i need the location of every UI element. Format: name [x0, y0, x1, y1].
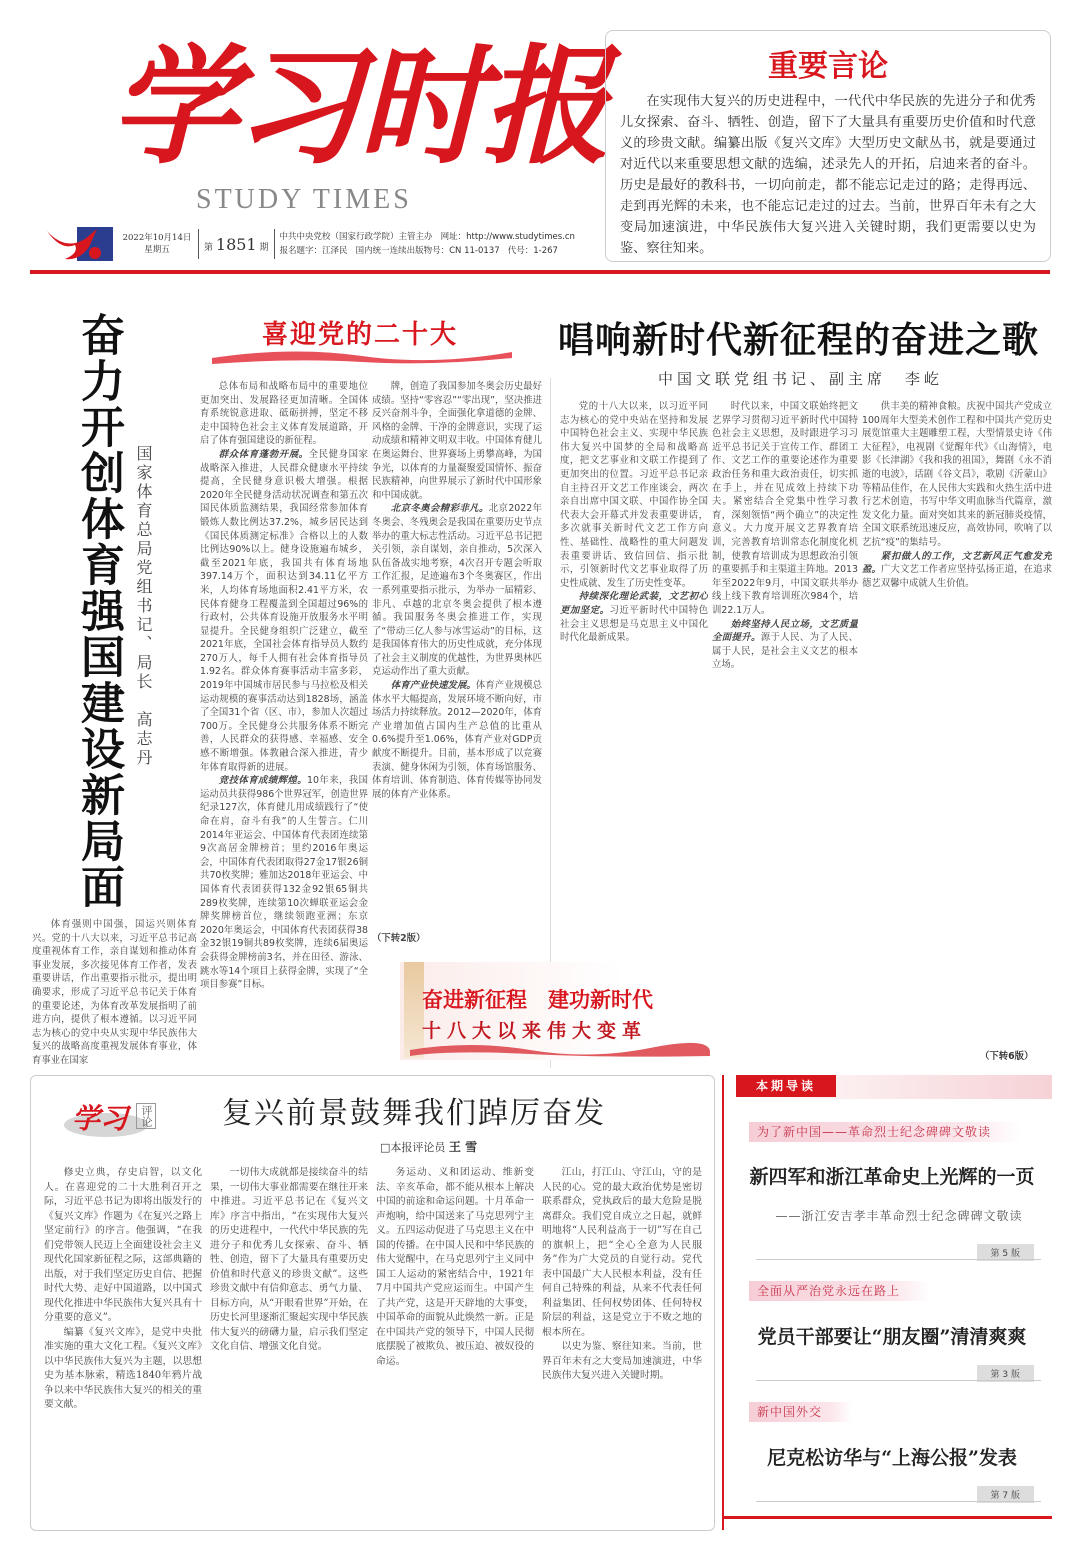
paragraph: 修史立典，存史启智，以文化人。在喜迎党的二十大胜利召开之际，习近平总书记为即将出版发行的《复兴文库》作题为《在复兴之路上坚定前行》的序言。他强调，“在我们党带领人民迈上全面建设社会主义现代化国家新征程之际，这部典籍的出版，对于我们坚定历史自信、把握时代大势、走好中国道路，以中国式现代化推进中华民族伟大复兴具有十分重要的意义”。 [44, 1167, 202, 1323]
editorial-column-3 [376, 1166, 534, 1521]
masthead-logo: 学习时报 [110, 32, 607, 182]
article2-column-2 [712, 400, 858, 1065]
paragraph-text: 总体布局和战略布局中的重要地位更加突出、发展路径更加清晰。全国体育系统锐意进取、砥砺拼搏，坚定不移走中国特色社会主义体育发展道路，开启了体育强国建设的新征程。 [200, 381, 368, 447]
paragraph-lead: 群众体育蓬勃开展。 [218, 448, 309, 460]
editorial-byline: □本报评论员 王 雪 [380, 1140, 478, 1154]
guide-bottom-rule [722, 1516, 1052, 1519]
paragraph: 编纂《复兴文库》，是党中央批准实施的重大文化工程。《复兴文库》以中华民族伟大复兴为主题，以思想史为基本脉索，精选1840年鸦片战争以来中华民族伟大复兴的相关的重要文献。 [44, 1326, 202, 1410]
paragraph-text: 供丰美的精神食粮。庆祝中国共产党成立100周年大型美术创作工程和中国共产党历史展览馆重大主题雕塑工程，大型情景史诗《伟大征程》，电视剧《觉醒年代》《山海情》，电影《长津湖》《我和我的祖国》，舞剧《永不消逝的电波》，话剧《谷文昌》，歌剧《沂蒙山》等精品佳作，在人民伟大实践和火热生活中进行艺术创造，书写中华文明血脉当代篇章，激发文化力量。面对突如其来的新冠肺炎疫情，全国文联系统迅速反应，高效协同，吹响了以艺抗“疫”的集结号。 [862, 401, 1052, 548]
reform-banner-line2: 十八大以来伟大变革 [422, 1020, 648, 1042]
reform-banner-line1: 奋进新征程 建功新时代 [422, 988, 653, 1012]
paragraph-text: 时代以来，中国文联始终把文艺界学习贯彻习近平新时代中国特色社会主义思想，及时跟进学习习近平总书记关于宣传工作、群团工作、文艺工作的重要论述作为重要政治任务和重大政治责任，切实抓在手上，并在见成效上持续下功夫。紧密结合全党集中性学习教育，深刻领悟“两个确立”的决定性意义。大力度开展文艺界教育培训，完善教育培训常态化制度化机制，使教育培训成为思想政治引领的重要抓手和主渠道主阵地。2013年至2022年9月，中国文联共举办线上线下教育培训班次984个，培训22.1万人。 [712, 401, 858, 616]
guide-headline[interactable]: 尼克松访华与“上海公报”发表 [767, 1447, 1017, 1469]
article1-headline[interactable]: 奋力开创体育强国建设新局面 [73, 312, 124, 910]
paragraph-lead: 北京冬奥会精彩非凡。 [390, 503, 489, 515]
editorial-column-2 [210, 1166, 368, 1521]
paragraph [862, 550, 1052, 591]
paragraph [372, 679, 542, 801]
ribbon-icon [410, 1040, 710, 1058]
paragraph-text: 全民健身国家战略深入推进，人民群众健康水平持续提高，全民健身意识极大增强。根据2020年全民健身活动状况调查和第五次国民体质监测结果，我国经常参加体育锻炼人数比例达37.2%，城乡居民达到《国民体质测定标准》合格以上的人数比例达90%以上。健身设施遍布城乡，截至2021年底，我国共有体育场地397.14万个，面积达到34.11亿平方米，人均体育场地面积2.41平方米，农民体育健身工程覆盖到全国超过96%的行政村，公共体育设施开放服务水平明显提升。全民健身组织广泛建立，截至2021年底，全国社会体育指导员人数约270万人，每千人拥有社会体育指导员1.92名。群众体育赛事活动丰富多彩，2019年中国城市居民参与马拉松及相关运动规模的赛事活动达到1828场，涵盖了全国31个省（区、市），参加人次超过700万。全民健身公共服务体系不断完善，人民群众的获得感、幸福感、安全感不断增强。体教融合深入推进，青少年体育取得新的进展。 [200, 448, 368, 773]
paragraph-lead: 紧扣做人的工作，文艺新风正气愈发充盈。 [862, 550, 1052, 576]
important-remarks-box [605, 30, 1051, 262]
reform-banner [400, 962, 720, 1060]
guide-headline[interactable]: 新四军和浙江革命史上光辉的一页 [749, 1166, 1035, 1188]
article1-intro: 体育强则中国强，国运兴则体育兴。党的十八大以来，习近平总书记高度重视体育工作，亲自谋划和推动体育事业发展，多次接见体育工作者，发表重要讲话，作出重要指示批示，提出明确要求，形成了习近平总书记关于体育的重要论述，为体育改革发展指明了前进方向，提供了根本遵循。以习近平同志为核心的党中央从实现中华民族伟大复兴的战略高度重视发展体育事业，体育事业在国家 [32, 919, 197, 1066]
guide-kicker: 为了新中国——革命烈士纪念碑碑文敬读 [749, 1122, 1021, 1142]
guide-page-ref[interactable]: 第 7 版 [977, 1486, 1034, 1503]
guide-page-ref[interactable]: 第 5 版 [977, 1244, 1034, 1261]
paragraph-lead: 竞技体育成绩辉煌。 [218, 775, 308, 787]
paragraph [560, 590, 708, 644]
issue-weekday: 星期五 [144, 245, 170, 255]
paragraph-text: 牌，创造了我国参加冬奥会历史最好成绩。坚持“零容忍”“零出现”，坚决推进反兴奋剂斗争，全面强化拿道德的金牌、风格的金牌、干净的金牌意识，实现了运动成绩和精神文明双丰收。中国体育健儿在奥运舞台、世界赛场上勇攀高峰，为国争光，以体育的力量凝聚爱国情怀、振奋民族精神，向世界展示了新时代中国形象和中国成就。 [372, 381, 542, 501]
paragraph-text: 广大文艺工作者应坚持弘扬正道，在追求德艺双馨中成就人生价值。 [862, 564, 1052, 589]
masthead-info-bar [45, 224, 595, 264]
article1-continue[interactable]: （下转2版） [372, 932, 542, 948]
paragraph-text: 党的十八大以来，以习近平同志为核心的党中央站在坚持和发展中国特色社会主义、实现中华民族伟大复兴中国梦的全局和战略高度，把文艺事业和文联工作提到了更加突出的位置。习近平总书记亲自主持召开文艺工作座谈会，两次亲自出席中国文联、中国作协全国代表大会开幕式并发表重要讲话，多次就事关新时代文艺工作方向性、基础性、战略性的重大问题发表重要讲话、致信回信、指示批示，引领新时代文艺事业取得了历史性成就、发生了历史性变革。 [560, 401, 708, 589]
editorial-column-4 [542, 1166, 702, 1521]
issue-guide-tab: 本期导读 [736, 1075, 836, 1097]
congress-banner-text: 喜迎党的二十大 [262, 320, 459, 350]
paragraph [372, 380, 542, 502]
paragraph: 以史为鉴、察往知来。当前，世界百年未有之大变局加速演进，中华民族伟大复兴进入关键时期。 [542, 1341, 702, 1381]
paragraph: 江山，打江山、守江山，守的是人民的心。党的最大政治优势是密切联系群众，党执政后的最大危险是脱离群众。我们党自成立之日起，就鲜明地将“人民利益高于一切”写在自己的旗帜上，把“全心全意为人民服务”作为广大党员的自觉行动。党代表中国最广大人民根本利益，没有任何自己特殊的利益，从来不代表任何利益集团、任何权势团体、任何特权阶层的利益，这是党立于不败之地的根本所在。 [542, 1167, 702, 1338]
editorial-column-1 [44, 1166, 202, 1521]
paragraph: 一切伟大成就都是接续奋斗的结果，一切伟大事业都需要在继往开来中推进。习近平总书记在《复兴文库》序言中指出，“在实现伟大复兴的历史进程中，一代代中华民族的先进分子和优秀儿女探索、奋斗、牺牲、创造，留下了大量具有重要历史价值和时代意义的珍贵文献”。这些珍贵文献中有信仰意志、勇气力量、目标方向，从“开眼看世界”开始，在历史长河里逐渐汇聚起实现中华民族伟大复兴的磅礴力量，启示我们坚定文化自信、增强文化自觉。 [210, 1167, 368, 1352]
guide-subtitle: ——浙江安吉孝丰革命烈士纪念碑碑文敬读 [775, 1209, 1023, 1223]
paragraph-lead: 持续深化理论武装，文艺初心更加坚定。 [560, 591, 708, 616]
cn-number: 国内统一连续出版物号：CN 11-0137 [355, 246, 500, 256]
divider [756, 1380, 1041, 1381]
paragraph [712, 618, 858, 672]
divider [756, 1501, 1041, 1502]
paragraph [372, 502, 542, 679]
paragraph [200, 380, 368, 448]
paragraph: 务运动、义和团运动、维新变法、辛亥革命，都不能从根本上解决中国的前途和命运问题。十月革命一声炮响，给中国送来了马克思列宁主义。五四运动促进了马克思主义在中国的传播。在中国人民和中华民族的伟大觉醒中，在马克思列宁主义同中国工人运动的紧密结合中，1921年7月中国共产党应运而生。中国产生了共产党，这是开天辟地的大事变，中国革命的面貌从此焕然一新。正是在中国共产党的领导下，中国人民彻底摆脱了被欺负、被压迫、被奴役的命运。 [376, 1167, 534, 1367]
guide-kicker: 全面从严治党永远在路上 [749, 1281, 930, 1301]
guide-page-ref[interactable]: 第 3 版 [977, 1365, 1034, 1382]
article2-byline: 中国文联党组书记、副主席 李屹 [658, 370, 944, 388]
paragraph [862, 400, 1052, 550]
guide-kicker: 新中国外交 [749, 1402, 852, 1422]
article2-column-1 [560, 400, 708, 945]
website-link[interactable]: 网址：http://www.studytimes.cn [440, 232, 575, 242]
paragraph [560, 400, 708, 590]
sponsor: 中共中央党校（国家行政学院）主管主办 [279, 232, 433, 242]
article1-byline: 国家体育总局党组书记、局长 高志丹 [134, 445, 153, 768]
important-remarks-text: 在实现伟大复兴的历史进程中，一代代中华民族的先进分子和优秀儿女探索、奋斗、牺牲、创造，留下了大量具有重要历史价值和时代意义的珍贵文献。编纂出版《复兴文库》大型历史文献丛书，就是要通过对近代以来重要思想文献的选编，述录先人的开拓，启迪来者的奋斗。历史是最好的教科书，一切向前走，都不能忘记走过的路；走得再远、走到再光辉的未来，也不能忘记走过的过去。当前，世界百年未有之大变局加速演进，中华民族伟大复兴进入关键时期，我们更需要以史为鉴、察往知来。 [620, 94, 1036, 256]
paragraph [712, 400, 858, 618]
postal-code: 代号：1-267 [507, 246, 558, 256]
masthead-rule [30, 270, 1050, 274]
paragraph-lead: 体育产业快速发展。 [390, 680, 476, 692]
paragraph [200, 448, 368, 774]
congress-banner [212, 312, 512, 372]
paragraph [200, 774, 368, 992]
article2-continue[interactable]: （下转6版） [980, 1051, 1034, 1062]
paragraph-lead: 始终坚持人民立场，文艺质量全面提升。 [712, 618, 858, 644]
divider [756, 1259, 1041, 1260]
issue-guide [722, 1075, 1052, 1530]
article2-column-3 [862, 400, 1052, 1050]
editorial-headline[interactable]: 复兴前景鼓舞我们踔厉奋发 [222, 1096, 606, 1131]
article2-headline[interactable]: 唱响新时代新征程的奋进之歌 [558, 320, 1040, 361]
divider [274, 229, 275, 259]
divider [198, 229, 199, 259]
calligraphy-credit: 报名题字：江泽民 [279, 246, 348, 256]
paragraph-text: 体育产业规模总体水平大幅提高，发展环境不断向好，市场活力持续释放。2012—2020年，体育产业增加值占国内生产总值的比重从0.6%提升至1.06%，体育产业对GDP贡献度不断提升。目前，基本形成了以竞赛表演、健身休闲为引领，体育场馆服务、体育培训、体育制造、体育传媒等协同发展的体育产业体系。 [372, 680, 542, 800]
article1-column-2 [372, 380, 542, 960]
party-school-logo-icon [45, 225, 115, 263]
issue-date: 2022年10月14日 [122, 233, 192, 243]
study-review-logo: 学习 评论 [62, 1093, 162, 1143]
paragraph-text: 10年来，我国运动员共获得986个世界冠军，创造世界纪录127次，体育健儿用成绩践行了“使命在肩，奋斗有我”的人生誓言。仁川2014年亚运会、中国体育代表团连续第9次高居金牌榜首；里约2016年奥运会，中国体育代表团取得27金17银26铜共70枚奖牌；雅加达2018年亚运会、中国体育代表团获得132金92银65铜共289枚奖牌，连续第10次蝉联亚运会金牌奖牌榜首位，继续领跑亚洲；东京2020年奥运会，中国体育代表团获得38金32银19铜共89枚奖牌，连续6届奥运会获得金牌榜前3名，并在田径、游泳、跳水等14个项目上获得金牌，实现了“全项目参赛”目标。 [200, 775, 368, 991]
important-remarks-title: 重要言论 [768, 49, 888, 84]
masthead-subtitle: STUDY TIMES [196, 184, 412, 215]
guide-headline[interactable]: 党员干部要让“朋友圈”清清爽爽 [757, 1326, 1027, 1348]
issue-number: 第 1851 期 [204, 234, 269, 254]
paragraph-text: 北京2022年冬奥会、冬残奥会是我国在重要历史节点举办的重大标志性活动。习近平总书记把关引领，亲自谋划，亲自推动，5次深入队伍备战实地考察，4次召开专题会听取工作汇报，足迹遍布3个冬奥赛区，作出一系列重要指示批示，为举办一届精彩、非凡、卓越的北京冬奥会提供了根本遵循。我国服务冬奥会推进工作，实现了“带动三亿人参与冰雪运动”的目标，这是我国体育伟大的历史性成就，充分体现了社会主义制度的优越性，为世界奥林匹克运动作出了重大贡献。 [372, 503, 542, 678]
article1-column-1 [200, 380, 368, 1066]
paragraph-text: 习近平新时代中国特色社会主义思想是马克思主义中国化时代化最新成果。 [560, 604, 708, 644]
paragraph-text: 源于人民、为了人民、属于人民，是社会主义文艺的根本立场。 [712, 632, 858, 671]
